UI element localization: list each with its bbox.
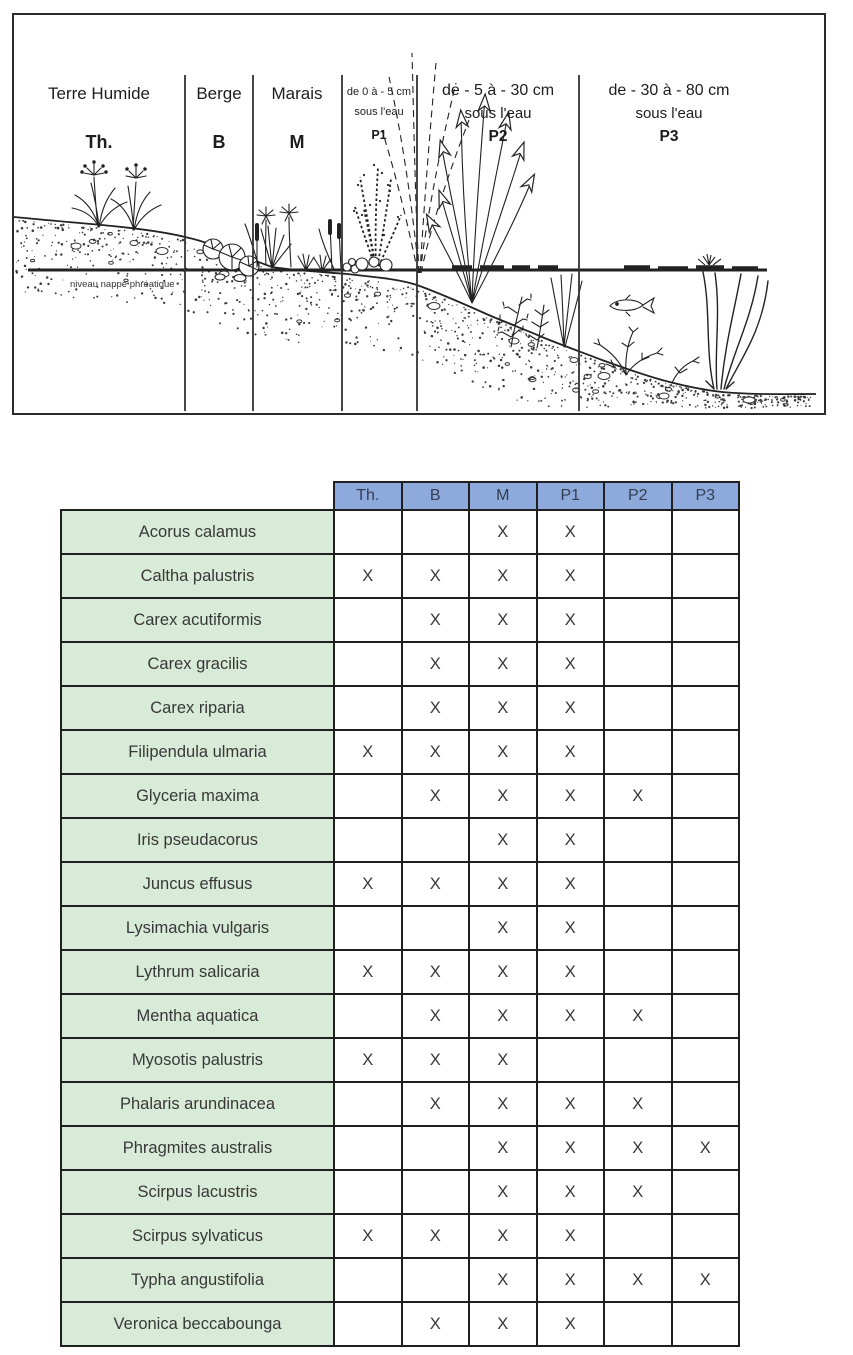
zone-mark-cell: X (537, 598, 605, 642)
zone-mark-cell: X (537, 686, 605, 730)
zone-mark-cell (334, 774, 402, 818)
zone-mark-cell: X (604, 774, 672, 818)
water-table-label: niveau nappe phréatique (70, 279, 175, 290)
table-row (61, 1082, 739, 1126)
zone-mark-cell (604, 1302, 672, 1346)
zone-mark-cell: X (469, 862, 537, 906)
zone-mark-cell (334, 1170, 402, 1214)
zone-mark-cell (604, 862, 672, 906)
zone-mark-cell (672, 950, 740, 994)
zone-mark-cell (604, 598, 672, 642)
table-row (61, 1170, 739, 1214)
zone-mark-cell: X (402, 642, 470, 686)
table-row (61, 950, 739, 994)
svg-text:B: B (212, 132, 226, 152)
table-row (61, 686, 739, 730)
zone-mark-cell: X (604, 1170, 672, 1214)
species-name-cell: Veronica beccabounga (61, 1302, 334, 1346)
zone-mark-cell: X (537, 1302, 605, 1346)
zone-mark-cell: X (537, 906, 605, 950)
zone-mark-cell: X (537, 510, 605, 554)
ribbon-grass-illustration (703, 272, 768, 389)
species-table-body (61, 510, 739, 1346)
species-name-cell: Myosotis palustris (61, 1038, 334, 1082)
zone-mark-cell: X (672, 1258, 740, 1302)
zone-mark-cell: X (402, 598, 470, 642)
zone-mark-cell: X (402, 862, 470, 906)
zone-mark-cell (334, 510, 402, 554)
zone-mark-cell: X (334, 1214, 402, 1258)
zone-column-header: Th. (334, 482, 402, 510)
species-name-cell: Phalaris arundinacea (61, 1082, 334, 1126)
zone-column-header: P2 (604, 482, 672, 510)
species-name-cell: Lysimachia vulgaris (61, 906, 334, 950)
svg-text:M: M (289, 132, 305, 152)
svg-text:sous l'eau: sous l'eau (464, 105, 532, 122)
zone-mark-cell: X (469, 906, 537, 950)
zone-mark-cell (334, 1302, 402, 1346)
table-row (61, 818, 739, 862)
zone-mark-cell (604, 906, 672, 950)
round-leaf-plant-illustration (203, 239, 259, 282)
zone-mark-cell (537, 1038, 605, 1082)
zone-mark-cell: X (469, 598, 537, 642)
zone-mark-cell: X (469, 994, 537, 1038)
species-name-cell: Phragmites australis (61, 1126, 334, 1170)
zone-mark-cell (672, 1082, 740, 1126)
zone-mark-cell: X (334, 730, 402, 774)
svg-text:Terre Humide: Terre Humide (47, 84, 151, 103)
svg-text:P3: P3 (659, 128, 679, 145)
zone-mark-cell: X (402, 994, 470, 1038)
corner-spacer-cell (61, 482, 334, 510)
table-row (61, 554, 739, 598)
grass-tuft-illustration (72, 161, 161, 230)
zone-mark-cell (672, 774, 740, 818)
pebbles (71, 241, 755, 404)
zone-mark-cell: X (469, 686, 537, 730)
zone-mark-cell: X (469, 818, 537, 862)
zone-label-terre-humide (48, 84, 150, 152)
zone-column-header: B (402, 482, 470, 510)
species-name-cell: Scirpus sylvaticus (61, 1214, 334, 1258)
zone-mark-cell: X (604, 1082, 672, 1126)
species-name-cell: Filipendula ulmaria (61, 730, 334, 774)
zone-mark-cell (672, 1302, 740, 1346)
zone-mark-cell: X (537, 1082, 605, 1126)
zone-mark-cell: X (469, 1126, 537, 1170)
table-row (61, 774, 739, 818)
arrowhead-plant-illustration (421, 94, 539, 303)
zone-mark-cell: X (469, 1082, 537, 1126)
marsh-flowers-illustration (245, 204, 367, 273)
species-zone-matrix-table (60, 481, 740, 1347)
zone-mark-cell (672, 1170, 740, 1214)
zone-mark-cell (334, 598, 402, 642)
zone-mark-cell (402, 1258, 470, 1302)
zone-mark-cell (334, 1126, 402, 1170)
zone-mark-cell: X (604, 1258, 672, 1302)
species-name-cell: Carex gracilis (61, 642, 334, 686)
svg-text:P1: P1 (371, 128, 387, 142)
zone-mark-cell (402, 906, 470, 950)
zone-mark-cell: X (537, 1258, 605, 1302)
table-row (61, 510, 739, 554)
table-row (61, 730, 739, 774)
zone-mark-cell: X (469, 730, 537, 774)
zone-mark-cell: X (469, 510, 537, 554)
zone-mark-cell: X (604, 1126, 672, 1170)
species-name-cell: Typha angustifolia (61, 1258, 334, 1302)
zone-mark-cell (604, 554, 672, 598)
svg-text:de - 30 à - 80 cm: de - 30 à - 80 cm (608, 82, 730, 99)
zone-mark-cell (334, 686, 402, 730)
zone-mark-cell (672, 554, 740, 598)
zone-label-berge (196, 84, 241, 152)
zone-mark-cell: X (402, 1302, 470, 1346)
species-name-cell: Juncus effusus (61, 862, 334, 906)
table-header-row (61, 482, 739, 510)
zone-mark-cell: X (469, 774, 537, 818)
zone-mark-cell (334, 1082, 402, 1126)
species-name-cell: Mentha aquatica (61, 994, 334, 1038)
zone-mark-cell: X (469, 1302, 537, 1346)
zone-mark-cell (334, 818, 402, 862)
species-name-cell: Lythrum salicaria (61, 950, 334, 994)
zone-mark-cell: X (537, 1126, 605, 1170)
species-name-cell: Iris pseudacorus (61, 818, 334, 862)
wetland-cross-section-svg (14, 15, 824, 413)
table-row (61, 598, 739, 642)
zone-mark-cell (334, 906, 402, 950)
svg-text:de - 5 à - 30 cm: de - 5 à - 30 cm (441, 82, 555, 99)
zone-mark-cell: X (537, 950, 605, 994)
svg-text:sous l'eau: sous l'eau (635, 105, 703, 122)
table-row (61, 1258, 739, 1302)
zone-mark-cell (334, 642, 402, 686)
zone-mark-cell (604, 1038, 672, 1082)
zone-mark-cell (672, 642, 740, 686)
zone-mark-cell: X (402, 730, 470, 774)
zone-mark-cell (672, 598, 740, 642)
zone-divider-lines (185, 75, 579, 411)
zone-mark-cell: X (537, 554, 605, 598)
zone-mark-cell: X (469, 1214, 537, 1258)
zone-mark-cell (334, 1258, 402, 1302)
svg-text:Th.: Th. (85, 132, 113, 152)
zone-mark-cell: X (402, 774, 470, 818)
zone-column-header: P1 (537, 482, 605, 510)
species-name-cell: Caltha palustris (61, 554, 334, 598)
zone-label-p2 (442, 82, 554, 145)
zone-mark-cell: X (604, 994, 672, 1038)
zone-mark-cell (604, 1214, 672, 1258)
svg-text:Marais: Marais (271, 84, 323, 103)
zone-mark-cell: X (672, 1126, 740, 1170)
zone-label-p3 (609, 82, 730, 145)
zone-mark-cell: X (469, 554, 537, 598)
zone-mark-cell: X (469, 1038, 537, 1082)
floating-leaves-illustration (452, 254, 758, 268)
table-row (61, 906, 739, 950)
zone-mark-cell (672, 1214, 740, 1258)
zone-mark-cell: X (469, 1170, 537, 1214)
zone-mark-cell (672, 1038, 740, 1082)
zone-mark-cell: X (537, 818, 605, 862)
table-row (61, 1302, 739, 1346)
zone-mark-cell: X (537, 774, 605, 818)
species-name-cell: Carex riparia (61, 686, 334, 730)
zone-mark-cell (672, 862, 740, 906)
zone-mark-cell (402, 1126, 470, 1170)
zone-mark-cell: X (469, 1258, 537, 1302)
zone-mark-cell: X (469, 642, 537, 686)
species-name-cell: Glyceria maxima (61, 774, 334, 818)
zone-mark-cell (672, 730, 740, 774)
wetland-cross-section-figure (12, 13, 826, 415)
zone-column-header: P3 (672, 482, 740, 510)
zone-mark-cell (402, 818, 470, 862)
zone-mark-cell: X (469, 950, 537, 994)
fish-icon (610, 295, 654, 316)
species-name-cell: Acorus calamus (61, 510, 334, 554)
svg-text:de 0 à - 5 cm: de 0 à - 5 cm (346, 86, 412, 98)
zone-mark-cell (402, 1170, 470, 1214)
zone-mark-cell (672, 906, 740, 950)
table-row (61, 1126, 739, 1170)
zone-mark-cell (604, 642, 672, 686)
zone-mark-cell: X (537, 730, 605, 774)
zone-mark-cell: X (334, 950, 402, 994)
submerged-plants-illustration (498, 274, 582, 348)
loosestrife-illustration (353, 164, 401, 271)
table-row (61, 862, 739, 906)
zone-mark-cell (334, 994, 402, 1038)
zone-mark-cell: X (334, 862, 402, 906)
zone-mark-cell (604, 950, 672, 994)
svg-text:P2: P2 (488, 128, 508, 145)
zone-mark-cell: X (402, 1082, 470, 1126)
zone-mark-cell: X (402, 554, 470, 598)
zone-mark-cell (604, 510, 672, 554)
species-name-cell: Scirpus lacustris (61, 1170, 334, 1214)
table-row (61, 1038, 739, 1082)
table-row (61, 1214, 739, 1258)
zone-mark-cell: X (402, 1038, 470, 1082)
zone-mark-cell (604, 686, 672, 730)
svg-text:Berge: Berge (196, 84, 242, 103)
zone-mark-cell: X (537, 642, 605, 686)
table-row (61, 642, 739, 686)
svg-text:sous l'eau: sous l'eau (354, 106, 404, 118)
table-row (61, 994, 739, 1038)
zone-column-header: M (469, 482, 537, 510)
zone-mark-cell (604, 730, 672, 774)
zone-mark-cell (672, 818, 740, 862)
zone-mark-cell (604, 818, 672, 862)
zone-mark-cell: X (537, 1214, 605, 1258)
zone-label-p1 (347, 86, 411, 142)
zone-mark-cell: X (537, 862, 605, 906)
zone-mark-cell: X (537, 1170, 605, 1214)
zone-mark-cell: X (537, 994, 605, 1038)
zone-mark-cell: X (402, 686, 470, 730)
zone-mark-cell (672, 994, 740, 1038)
zone-mark-cell (672, 510, 740, 554)
zone-mark-cell (402, 510, 470, 554)
zone-mark-cell: X (334, 554, 402, 598)
zone-mark-cell (672, 686, 740, 730)
zone-mark-cell: X (402, 1214, 470, 1258)
zone-mark-cell: X (402, 950, 470, 994)
species-name-cell: Carex acutiformis (61, 598, 334, 642)
zone-mark-cell: X (334, 1038, 402, 1082)
zone-label-marais (271, 84, 322, 152)
